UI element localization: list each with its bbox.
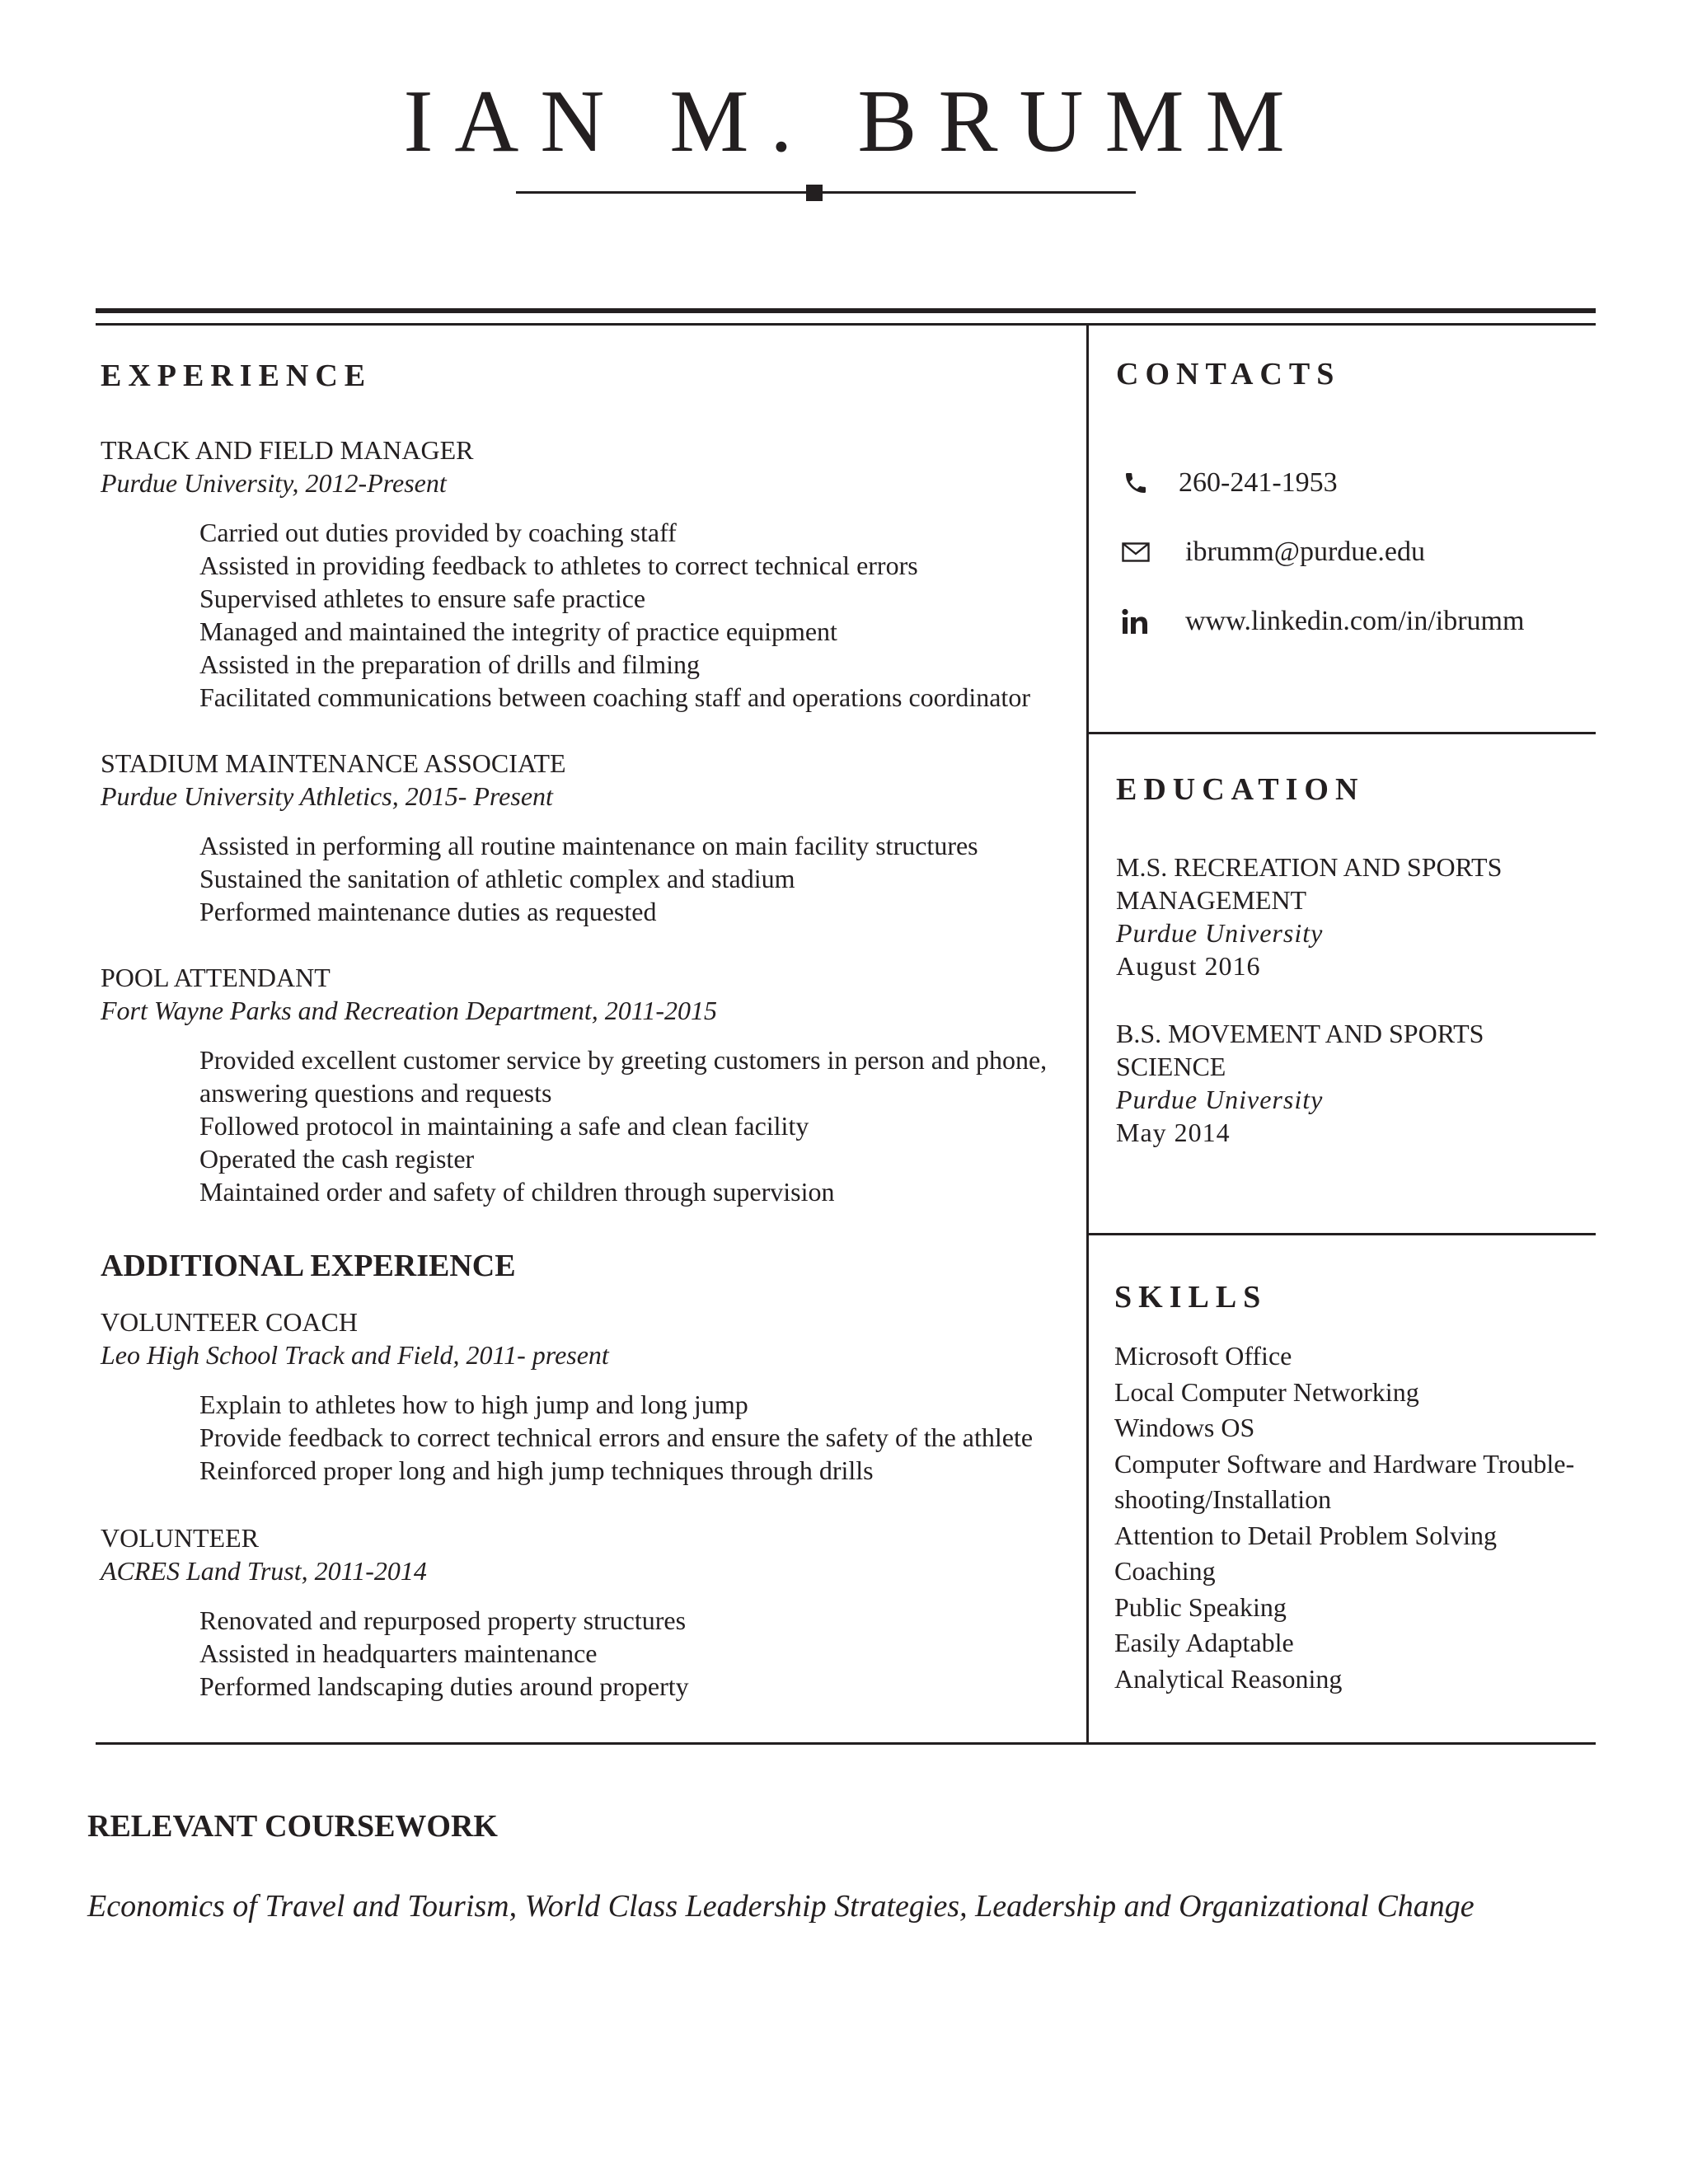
list-item: Facilitated communications between coaching staff and operations coordinator (199, 682, 1030, 712)
list-item: Local Computer Networking (1114, 1376, 1419, 1407)
top-rule-thin (96, 323, 1596, 326)
list-item: Provide feedback to correct technical errors and ensure the safety of the athlete (199, 1422, 1034, 1452)
list-item: Performed landscaping duties around property (199, 1671, 689, 1701)
job-org: Fort Wayne Parks and Recreation Department, 2011-2015 (101, 996, 718, 1025)
job-title: STADIUM MAINTENANCE ASSOCIATE (101, 748, 566, 778)
list-item: Maintained order and safety of children through supervision (199, 1177, 835, 1207)
list-item: Operated the cash register (199, 1144, 475, 1174)
degree-school: Purdue University (1116, 1085, 1324, 1114)
coursework-text: Economics of Travel and Tourism, World Class Leadership Strategies, Leadership and Organizational Change (87, 1889, 1475, 1924)
mail-icon (1118, 534, 1154, 570)
contact-phone (1118, 465, 1338, 501)
list-item: Windows OS (1114, 1413, 1255, 1442)
degree-title-cont: SCIENCE (1116, 1052, 1226, 1081)
job-org: Leo High School Track and Field, 2011- present (101, 1340, 609, 1370)
job-org: ACRES Land Trust, 2011-2014 (101, 1556, 427, 1586)
additional-experience-heading: ADDITIONAL EXPERIENCE (101, 1249, 516, 1283)
list-item: Managed and maintained the integrity of practice equipment (199, 616, 837, 646)
education-divider (1086, 1233, 1596, 1235)
list-item: Assisted in the preparation of drills and filming (199, 649, 700, 679)
education-ms (1116, 851, 1502, 982)
list-item: Attention to Detail Problem Solving (1114, 1520, 1497, 1550)
top-rule-thick (96, 308, 1596, 313)
job-track-field-duties (199, 516, 1030, 714)
list-item: Assisted in headquarters maintenance (199, 1638, 598, 1668)
coursework-heading: RELEVANT COURSEWORK (87, 1809, 498, 1844)
name-underline-square (806, 185, 823, 201)
degree-title: B.S. MOVEMENT AND SPORTS (1116, 1019, 1484, 1048)
job-title: VOLUNTEER (101, 1523, 259, 1553)
list-item: Renovated and repurposed property structures (199, 1605, 687, 1635)
list-item: Performed maintenance duties as requested (199, 897, 657, 926)
list-item: Analytical Reasoning (1114, 1663, 1343, 1694)
list-item: Microsoft Office (1114, 1341, 1292, 1371)
list-item: Computer Software and Hardware Trouble- (1114, 1448, 1575, 1479)
contacts-divider (1086, 732, 1596, 734)
phone-number[interactable]: 260-241-1953 (1179, 467, 1338, 498)
list-item: Followed protocol in maintaining a safe and clean facility (199, 1111, 809, 1141)
degree-school: Purdue University (1116, 918, 1324, 948)
candidate-name: IAN M. BRUMM (403, 73, 1306, 171)
email-address[interactable]: ibrumm@purdue.edu (1185, 537, 1425, 567)
list-item: Explain to athletes how to high jump and long jump (199, 1390, 748, 1419)
skills-list (1114, 1338, 1574, 1697)
list-item: Reinforced proper long and high jump techniques through drills (199, 1455, 874, 1485)
education-bs (1116, 1017, 1484, 1149)
bottom-rule (96, 1742, 1596, 1745)
list-item: Carried out duties provided by coaching staff (199, 518, 677, 547)
column-divider (1086, 323, 1089, 1744)
degree-title-cont: MANAGEMENT (1116, 885, 1307, 915)
job-stadium (101, 747, 566, 813)
degree-title: M.S. RECREATION AND SPORTS (1116, 852, 1503, 882)
phone-icon (1118, 465, 1154, 501)
job-stadium-duties (199, 829, 978, 928)
list-item: Assisted in providing feedback to athletes to correct technical errors (199, 551, 918, 580)
job-track-field (101, 434, 473, 499)
list-item: shooting/Installation (1114, 1484, 1332, 1514)
contact-linkedin (1118, 603, 1524, 640)
job-pool (101, 961, 717, 1027)
degree-date: May 2014 (1116, 1118, 1231, 1147)
degree-date: August 2016 (1116, 951, 1261, 981)
job-title: VOLUNTEER COACH (101, 1307, 358, 1337)
list-item: Coaching (1114, 1556, 1216, 1586)
education-heading: EDUCATION (1116, 772, 1365, 807)
list-item: Provided excellent customer service by greeting customers in person and phone, answering questions and requests (199, 1045, 1048, 1108)
list-item: Public Speaking (1114, 1591, 1287, 1622)
job-volunteer-coach (101, 1305, 609, 1371)
job-org: Purdue University Athletics, 2015- Present (101, 781, 553, 811)
job-volunteer-coach-duties (199, 1388, 1033, 1487)
list-item: Sustained the sanitation of athletic complex and stadium (199, 864, 795, 893)
job-title: TRACK AND FIELD MANAGER (101, 435, 474, 465)
job-volunteer (101, 1521, 427, 1587)
skills-heading: SKILLS (1114, 1280, 1268, 1315)
job-org: Purdue University, 2012-Present (101, 468, 447, 498)
contact-email (1118, 534, 1425, 570)
linkedin-icon (1118, 603, 1154, 640)
name-underline (516, 191, 1136, 194)
job-volunteer-duties (199, 1604, 689, 1703)
list-item: Easily Adaptable (1114, 1628, 1294, 1657)
job-title: POOL ATTENDANT (101, 963, 331, 992)
job-pool-duties (199, 1043, 1156, 1208)
linkedin-url[interactable]: www.linkedin.com/in/ibrumm (1185, 606, 1525, 636)
contacts-heading: CONTACTS (1116, 357, 1341, 391)
experience-heading: EXPERIENCE (101, 359, 373, 393)
list-item: Assisted in performing all routine maintenance on main facility structures (199, 831, 978, 860)
list-item: Supervised athletes to ensure safe practice (199, 583, 646, 613)
